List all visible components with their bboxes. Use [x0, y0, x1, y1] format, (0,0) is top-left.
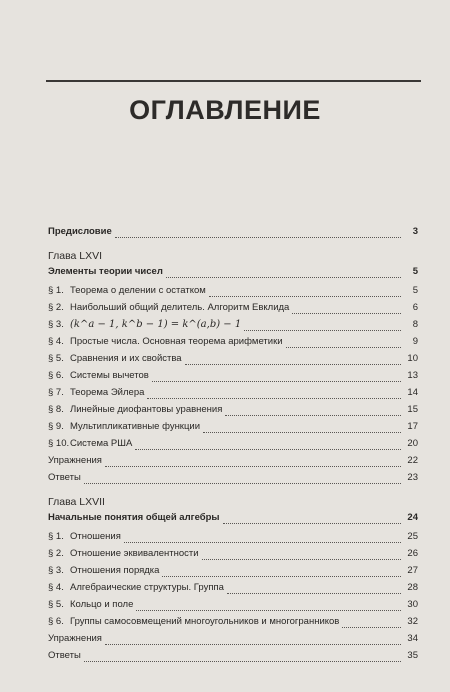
dot-leader: [136, 603, 401, 611]
entry-label-formula: (k^a − 1, k^b − 1) = k^(a,b) − 1: [70, 319, 242, 330]
entry-label: Отношение эквивалентности: [70, 548, 199, 559]
toc-entry-exercises[interactable]: [48, 455, 418, 471]
dot-leader: [115, 230, 401, 238]
section-number: § 1.: [48, 531, 64, 542]
entry-page: 30: [407, 599, 418, 610]
entry-label: Отношения порядка: [70, 565, 160, 576]
entry-page: 35: [407, 650, 418, 661]
toc-entry-section[interactable]: [48, 616, 418, 632]
entry-page: 5: [412, 285, 418, 296]
toc-entry-section[interactable]: [48, 370, 418, 386]
toc-entry-section[interactable]: [48, 353, 418, 369]
entry-page: 15: [407, 404, 418, 415]
dot-leader: [223, 516, 401, 524]
dot-leader: [244, 323, 401, 331]
entry-label: Элементы теории чисел: [48, 266, 163, 277]
entry-label: Кольцо и поле: [70, 599, 134, 610]
entry-label: Системы вычетов: [70, 370, 149, 381]
section-number: § 8.: [48, 404, 64, 415]
entry-label: Теорема Эйлера: [70, 387, 145, 398]
chapter-heading: Глава LXVI: [48, 250, 103, 262]
entry-label: Ответы: [48, 472, 81, 483]
section-number: § 5.: [48, 353, 64, 364]
toc-entry-section[interactable]: [48, 582, 418, 598]
entry-label: Теорема о делении с остатком: [70, 285, 206, 296]
entry-page: 25: [407, 531, 418, 542]
section-number: § 2.: [48, 302, 64, 313]
entry-page: 13: [407, 370, 418, 381]
section-number: § 6.: [48, 616, 64, 627]
entry-page: 5: [412, 266, 418, 277]
entry-label: Простые числа. Основная теорема арифметики: [70, 336, 283, 347]
toc-entry-section[interactable]: [48, 531, 418, 547]
dot-leader: [166, 270, 401, 278]
toc-entry-section[interactable]: [48, 387, 418, 403]
section-number: § 4.: [48, 336, 64, 347]
section-number: § 1.: [48, 285, 64, 296]
section-number: § 3.: [48, 565, 64, 576]
dot-leader: [286, 340, 401, 348]
entry-page: 3: [412, 226, 418, 237]
toc-entry-chapter-title[interactable]: [48, 512, 418, 528]
toc-entry-section[interactable]: [48, 548, 418, 564]
entry-label: Отношения: [70, 531, 121, 542]
dot-leader: [105, 459, 401, 467]
section-number: § 10.: [48, 438, 70, 449]
dot-leader: [124, 535, 401, 543]
entry-label: Алгебраические структуры. Группа: [70, 582, 224, 593]
section-number: § 9.: [48, 421, 64, 432]
entry-label: Мультипликативные функции: [70, 421, 201, 432]
toc-entry-section[interactable]: [48, 336, 418, 352]
dot-leader: [203, 425, 401, 433]
toc-entry-section[interactable]: [48, 319, 418, 335]
toc-entry-section[interactable]: [48, 565, 418, 581]
entry-page: 28: [407, 582, 418, 593]
toc-entry-section[interactable]: [48, 421, 418, 437]
entry-label: Сравнения и их свойства: [70, 353, 182, 364]
dot-leader: [147, 391, 401, 399]
section-number: § 2.: [48, 548, 64, 559]
entry-page: 10: [407, 353, 418, 364]
entry-page: 22: [407, 455, 418, 466]
entry-page: 6: [412, 302, 418, 313]
entry-page: 32: [407, 616, 418, 627]
dot-leader: [162, 569, 401, 577]
toc-entry-section[interactable]: [48, 404, 418, 420]
entry-page: 34: [407, 633, 418, 644]
entry-label: Начальные понятия общей алгебры: [48, 512, 220, 523]
section-number: § 7.: [48, 387, 64, 398]
dot-leader: [209, 289, 401, 297]
dot-leader: [84, 476, 401, 484]
dot-leader: [342, 620, 401, 628]
dot-leader: [84, 654, 401, 662]
entry-page: 27: [407, 565, 418, 576]
toc-entry-exercises[interactable]: [48, 633, 418, 649]
section-number: § 5.: [48, 599, 64, 610]
entry-label: Группы самосовмещений многоугольников и многогранников: [70, 616, 340, 627]
entry-page: 8: [412, 319, 418, 330]
dot-leader: [185, 357, 401, 365]
toc-entry-answers[interactable]: [48, 472, 418, 488]
section-number: § 6.: [48, 370, 64, 381]
page-title: ОГЛАВЛЕНИЕ: [129, 95, 321, 125]
entry-page: 26: [407, 548, 418, 559]
section-number: § 3.: [48, 319, 64, 330]
toc-entry-section[interactable]: [48, 285, 418, 301]
dot-leader: [292, 306, 401, 314]
entry-page: 23: [407, 472, 418, 483]
toc-entry-answers[interactable]: [48, 650, 418, 666]
toc-entry-section[interactable]: [48, 302, 418, 318]
entry-label: Наибольший общий делитель. Алгоритм Евклида: [70, 302, 290, 313]
entry-label: Ответы: [48, 650, 81, 661]
entry-page: 17: [407, 421, 418, 432]
entry-page: 24: [407, 512, 418, 523]
chapter-heading: Глава LXVII: [48, 496, 105, 508]
toc-entry-section[interactable]: [48, 438, 418, 454]
dot-leader: [105, 637, 401, 645]
dot-leader: [152, 374, 401, 382]
toc-entry-section[interactable]: [48, 599, 418, 615]
toc-entry-preface[interactable]: [48, 226, 418, 242]
entry-label: Линейные диофантовы уравнения: [70, 404, 223, 415]
top-rule: [46, 80, 421, 82]
entry-label: Упражнения: [48, 633, 102, 644]
dot-leader: [225, 408, 401, 416]
entry-page: 20: [407, 438, 418, 449]
section-number: § 4.: [48, 582, 64, 593]
entry-page: 9: [412, 336, 418, 347]
entry-label: Предисловие: [48, 226, 112, 237]
dot-leader: [135, 442, 401, 450]
entry-page: 14: [407, 387, 418, 398]
dot-leader: [227, 586, 401, 594]
entry-label: Упражнения: [48, 455, 102, 466]
dot-leader: [202, 552, 401, 560]
entry-label: Система РША: [70, 438, 133, 449]
toc-entry-chapter-title[interactable]: [48, 266, 418, 282]
